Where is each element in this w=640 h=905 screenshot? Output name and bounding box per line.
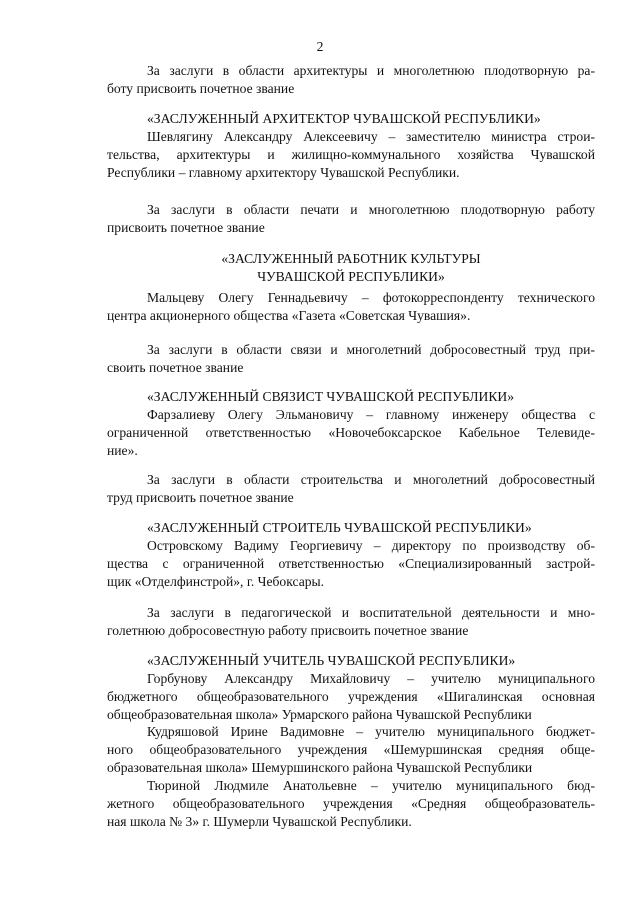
- awardee-text-line: ние».: [107, 443, 138, 458]
- intro-text-line: боту присвоить почетное звание: [107, 81, 295, 96]
- awardee-text-line: ограниченной ответственностью «Новочебоксарское Кабельное Телевиде-: [107, 425, 595, 440]
- intro-text-line: голетнюю добросовестную работу присвоить почетное звание: [107, 623, 469, 638]
- awardee-text-line: образовательная школа» Шемуршинского района Чувашской Республики: [107, 760, 533, 775]
- awardee-text-line: Горбунову Александру Михайловичу – учителю муниципального: [147, 671, 595, 686]
- intro-text-line: За заслуги в области связи и многолетний добросовестный труд при-: [147, 342, 595, 357]
- awardee-text-line: Кудряшовой Ирине Вадимовне – учителю муниципального бюджет-: [147, 724, 595, 739]
- awardee-text-line: щик «Отделфинстрой», г. Чебоксары.: [107, 574, 325, 589]
- awardee-text-line: жетного общеобразовательного учреждения «Средняя общеобразователь-: [107, 796, 595, 811]
- page-number: 2: [316, 39, 324, 54]
- intro-text-line: За заслуги в области архитектуры и многолетнюю плодотворную ра-: [147, 63, 595, 78]
- awardee-text-line: общеобразовательная школа» Урмарского района Чувашской Республики: [107, 707, 532, 722]
- awardee-text-line: Островскому Вадиму Георгиевичу – директору по производству об-: [147, 538, 595, 553]
- awardee-text-line: Тюриной Людмиле Анатольевне – учителю муниципального бюд-: [147, 778, 595, 793]
- intro-text-line: присвоить почетное звание: [107, 220, 265, 235]
- award-title: «ЗАСЛУЖЕННЫЙ УЧИТЕЛЬ ЧУВАШСКОЙ РЕСПУБЛИКИ»: [147, 653, 516, 668]
- awardee-text-line: ного общеобразовательного учреждения «Шемуршинская средняя обще-: [107, 742, 595, 757]
- intro-text-line: труд присвоить почетное звание: [107, 490, 294, 505]
- awardee-text-line: щества с ограниченной ответственностью «Специализированный застрой-: [107, 556, 595, 571]
- award-title: ЧУВАШСКОЙ РЕСПУБЛИКИ»: [257, 269, 445, 284]
- awardee-text-line: бюджетного общеобразовательного учреждения «Шигалинская основная: [107, 689, 595, 704]
- awardee-text-line: Фарзалиеву Олегу Эльмановичу – главному инженеру общества с: [147, 407, 595, 422]
- awardee-text-line: ная школа № 3» г. Шумерли Чувашской Республики.: [107, 814, 412, 829]
- intro-text-line: За заслуги в области строительства и многолетний добросовестный: [147, 472, 595, 487]
- awardee-text-line: Республики – главному архитектору Чувашской Республики.: [107, 165, 460, 180]
- awardee-text-line: Шевлягину Александру Алексеевичу – заместителю министра строи-: [147, 129, 595, 144]
- intro-text-line: За заслуги в области печати и многолетнюю плодотворную работу: [147, 202, 595, 217]
- intro-text-line: своить почетное звание: [107, 360, 244, 375]
- award-title: «ЗАСЛУЖЕННЫЙ СТРОИТЕЛЬ ЧУВАШСКОЙ РЕСПУБЛИКИ»: [147, 520, 532, 535]
- award-title: «ЗАСЛУЖЕННЫЙ АРХИТЕКТОР ЧУВАШСКОЙ РЕСПУБЛИКИ»: [147, 111, 541, 126]
- intro-text-line: За заслуги в педагогической и воспитательной деятельности и мно-: [147, 605, 595, 620]
- awardee-text-line: Мальцеву Олегу Геннадьевичу – фотокорреспонденту технического: [147, 290, 595, 305]
- awardee-text-line: центра акционерного общества «Газета «Советская Чувашия».: [107, 308, 471, 323]
- awardee-text-line: тельства, архитектуры и жилищно-коммунального хозяйства Чувашской: [107, 147, 595, 162]
- award-title: «ЗАСЛУЖЕННЫЙ РАБОТНИК КУЛЬТУРЫ: [221, 251, 481, 266]
- award-title: «ЗАСЛУЖЕННЫЙ СВЯЗИСТ ЧУВАШСКОЙ РЕСПУБЛИКИ»: [147, 389, 515, 404]
